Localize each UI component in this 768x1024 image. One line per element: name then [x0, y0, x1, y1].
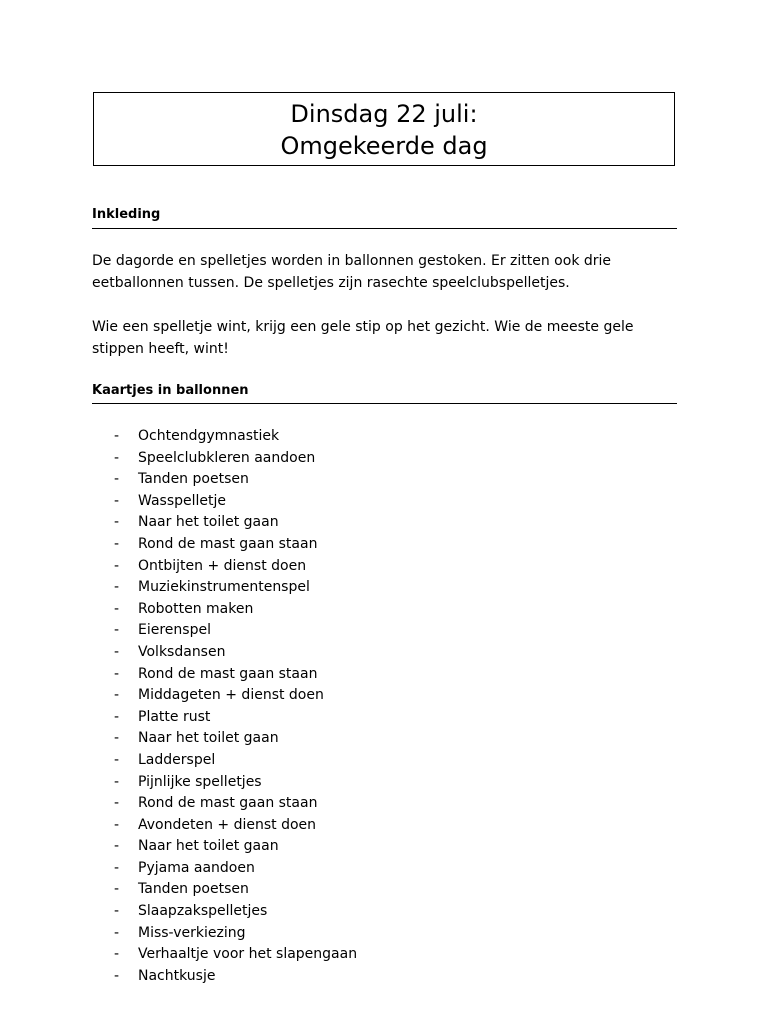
list-item: [0, 858, 768, 880]
list-item-label: Miss-verkiezing: [138, 924, 246, 941]
list-item-label: Rond de mast gaan staan: [138, 535, 318, 552]
list-item-label: Ladderspel: [138, 751, 216, 768]
dash-bullet: -: [114, 492, 120, 509]
list-item-label: Tanden poetsen: [138, 471, 249, 488]
list-item: [0, 448, 768, 470]
list-item-label: Pijnlijke spelletjes: [138, 773, 262, 790]
dash-bullet: -: [114, 967, 120, 984]
dash-bullet: -: [114, 687, 120, 704]
list-item: [0, 879, 768, 901]
title-box: [93, 92, 675, 166]
dash-bullet: -: [114, 514, 120, 531]
list-item: [0, 664, 768, 686]
list-item-label: Eierenspel: [138, 622, 211, 639]
balloon-card-list: [0, 426, 768, 987]
list-item-label: Avondeten + dienst doen: [138, 816, 317, 833]
list-item: [0, 469, 768, 491]
list-item: [0, 599, 768, 621]
list-item: [0, 815, 768, 837]
list-item-label: Slaapzakspelletjes: [138, 903, 268, 920]
dash-bullet: -: [114, 579, 120, 596]
list-item: [0, 901, 768, 923]
dash-bullet: -: [114, 730, 120, 747]
page-title-date: Dinsdag 22 juli:: [290, 100, 478, 128]
list-item: [0, 685, 768, 707]
list-item-label: Robotten maken: [138, 600, 254, 617]
dash-bullet: -: [114, 881, 120, 898]
list-item: [0, 923, 768, 945]
list-item: [0, 966, 768, 988]
list-item-label: Wasspelletje: [138, 492, 226, 509]
list-item: [0, 728, 768, 750]
intro-paragraph-1: De dagorde en spelletjes worden in ballonnen gestoken. Er zitten ook drie eetballonnen tussen. De spelletjes zijn rasechte speelclubspelletjes.: [92, 253, 612, 291]
list-item-label: Verhaaltje voor het slapengaan: [138, 946, 358, 963]
dash-bullet: -: [114, 795, 120, 812]
list-item: [0, 707, 768, 729]
dash-bullet: -: [114, 428, 120, 444]
dash-bullet: -: [114, 946, 120, 963]
list-item: [0, 577, 768, 599]
list-item: [0, 836, 768, 858]
intro-paragraph-2: Wie een spelletje wint, krijg een gele stip op het gezicht. Wie de meeste gele stippen heeft, wint!: [92, 319, 634, 357]
dash-bullet: -: [114, 859, 120, 876]
list-item: [0, 534, 768, 556]
list-item-label: Middageten + dienst doen: [138, 687, 324, 704]
dash-bullet: -: [114, 903, 120, 920]
list-item-label: Naar het toilet gaan: [138, 838, 279, 855]
dash-bullet: -: [114, 924, 120, 941]
list-item-label: Rond de mast gaan staan: [138, 795, 318, 812]
list-item-label: Pyjama aandoen: [138, 859, 255, 876]
list-item-label: Rond de mast gaan staan: [138, 665, 318, 682]
list-item-label: Platte rust: [138, 708, 211, 725]
list-item: [0, 944, 768, 966]
dash-bullet: -: [114, 665, 120, 682]
dash-bullet: -: [114, 816, 120, 833]
list-item: [0, 512, 768, 534]
list-item-label: Volksdansen: [138, 643, 226, 660]
list-item: [0, 750, 768, 772]
dash-bullet: -: [114, 471, 120, 488]
dash-bullet: -: [114, 773, 120, 790]
list-item: [0, 556, 768, 578]
dash-bullet: -: [114, 643, 120, 660]
list-item-label: Nachtkusje: [138, 967, 216, 984]
dash-bullet: -: [114, 622, 120, 639]
dash-bullet: -: [114, 708, 120, 725]
dash-bullet: -: [114, 449, 120, 466]
dash-bullet: -: [114, 751, 120, 768]
section-heading-kaartjes: Kaartjes in ballonnen: [92, 383, 677, 404]
list-item: [0, 642, 768, 664]
list-item-label: Speelclubkleren aandoen: [138, 449, 316, 466]
list-item: [0, 620, 768, 642]
dash-bullet: -: [114, 838, 120, 855]
dash-bullet: -: [114, 535, 120, 552]
list-item-label: Ontbijten + dienst doen: [138, 557, 307, 574]
list-item-label: Naar het toilet gaan: [138, 514, 279, 531]
page-title-theme: Omgekeerde dag: [280, 132, 488, 160]
list-item-label: Tanden poetsen: [138, 881, 249, 898]
dash-bullet: -: [114, 600, 120, 617]
list-item-label: Muziekinstrumentenspel: [138, 579, 310, 596]
list-item: [0, 491, 768, 513]
section-heading-inleiding: Inkleding: [92, 207, 677, 229]
dash-bullet: -: [114, 557, 120, 574]
list-item-label: Naar het toilet gaan: [138, 730, 279, 747]
list-item: [0, 772, 768, 794]
list-item-label: Ochtendgymnastiek: [138, 428, 280, 444]
list-item: [0, 793, 768, 815]
list-item: [0, 426, 768, 448]
